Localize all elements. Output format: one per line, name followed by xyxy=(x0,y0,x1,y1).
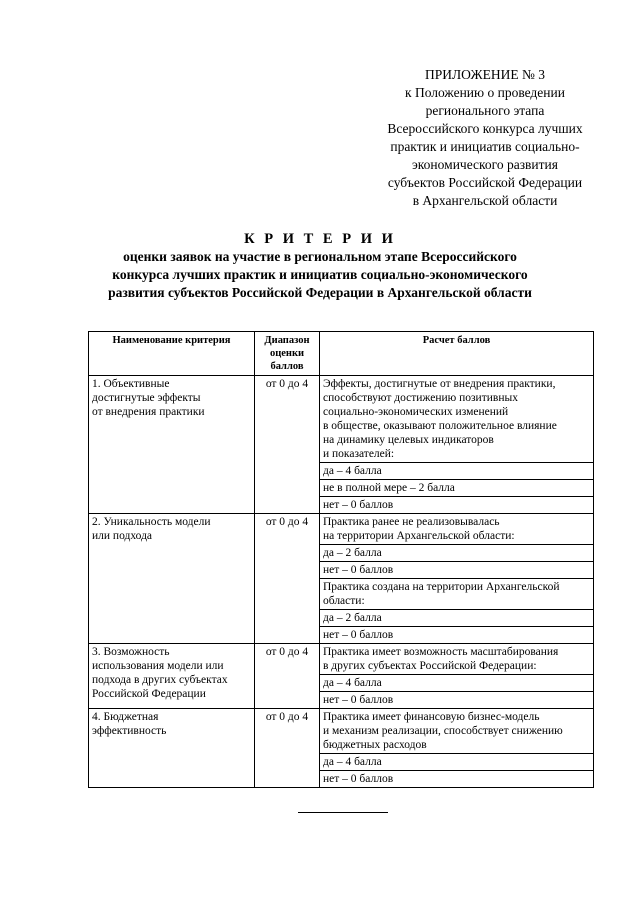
title-subtitle xyxy=(60,248,580,302)
subtitle-line: оценки заявок на участие в региональном этапе Всероссийского xyxy=(123,249,517,264)
criterion-name-line: эффективность xyxy=(92,725,167,737)
criterion-name xyxy=(89,644,255,709)
header-criterion-name: Наименование критерия xyxy=(89,332,255,376)
appendix-line: в Архангельской области xyxy=(412,193,558,208)
criterion-name-line: достигнутые эффекты xyxy=(92,392,201,404)
score-calculation xyxy=(320,376,594,463)
score-calculation-line: да – 4 балла xyxy=(323,756,382,768)
score-calculation xyxy=(320,675,594,692)
footer-divider xyxy=(298,812,388,813)
score-calculation-line: Практика имеет возможность масштабирования xyxy=(323,646,559,658)
appendix-line: регионального этапа xyxy=(425,103,545,118)
score-calculation xyxy=(320,709,594,754)
score-calculation-line: социально-экономических изменений xyxy=(323,406,509,418)
header-score-calculation: Расчет баллов xyxy=(320,332,594,376)
score-calculation xyxy=(320,771,594,788)
score-calculation xyxy=(320,627,594,644)
score-calculation xyxy=(320,545,594,562)
criterion-name xyxy=(89,709,255,788)
subtitle-line: развития субъектов Российской Федерации в Архангельской области xyxy=(108,285,532,300)
score-calculation-line: нет – 0 баллов xyxy=(323,773,394,785)
subtitle-line: конкурса лучших практик и инициатив социально-экономического xyxy=(112,267,528,282)
table-row xyxy=(89,376,594,463)
title-main: К Р И Т Е Р И И xyxy=(244,231,396,247)
criterion-name-line: 4. Бюджетная xyxy=(92,711,159,723)
criterion-name-line: от внедрения практики xyxy=(92,406,205,418)
score-calculation-line: да – 2 балла xyxy=(323,612,382,624)
score-range: от 0 до 4 xyxy=(255,376,320,514)
score-calculation-line: на территории Архангельской области: xyxy=(323,530,515,542)
appendix-line: субъектов Российской Федерации xyxy=(387,175,583,190)
score-calculation-line: и показателей: xyxy=(323,448,395,460)
appendix-line: экономического развития xyxy=(412,157,558,172)
score-calculation-line: Практика ранее не реализовывалась xyxy=(323,516,500,528)
criterion-name-line: использования модели или xyxy=(92,660,224,672)
score-calculation xyxy=(320,463,594,480)
score-calculation-line: нет – 0 баллов xyxy=(323,629,394,641)
score-calculation-line: в обществе, оказывают положительное влияние xyxy=(323,420,557,432)
table-row xyxy=(89,709,594,754)
score-calculation xyxy=(320,480,594,497)
score-calculation-line: Практика создана на территории Архангельской xyxy=(323,581,560,593)
appendix-line: Всероссийского конкурса лучших xyxy=(387,121,583,136)
score-calculation xyxy=(320,579,594,610)
score-calculation xyxy=(320,514,594,545)
score-calculation-line: нет – 0 баллов xyxy=(323,499,394,511)
score-calculation-line: да – 4 балла xyxy=(323,465,382,477)
criterion-name-line: 3. Возможность xyxy=(92,646,170,658)
appendix-line: ПРИЛОЖЕНИЕ № 3 xyxy=(424,67,546,82)
score-calculation-line: Практика имеет финансовую бизнес-модель xyxy=(323,711,540,723)
score-calculation-line: на динамику целевых индикаторов xyxy=(323,434,494,446)
score-range: от 0 до 4 xyxy=(255,644,320,709)
appendix-line: к Положению о проведении xyxy=(405,85,565,100)
table-row xyxy=(89,514,594,545)
score-range: от 0 до 4 xyxy=(255,709,320,788)
criterion-name-line: 1. Объективные xyxy=(92,378,170,390)
header-score-range: Диапазон оценки баллов xyxy=(255,332,320,376)
criterion-name-line: 2. Уникальность модели xyxy=(92,516,211,528)
score-calculation-line: области: xyxy=(323,595,365,607)
appendix-line: практик и инициатив социально- xyxy=(390,139,580,154)
criterion-name-line: подхода в других субъектах xyxy=(92,674,228,686)
criteria-table xyxy=(88,331,594,788)
appendix-header xyxy=(360,66,610,210)
criterion-name-line: Российской Федерации xyxy=(92,688,206,700)
score-calculation-line: да – 4 балла xyxy=(323,677,382,689)
score-calculation-line: нет – 0 баллов xyxy=(323,694,394,706)
score-calculation-line: Эффекты, достигнутые от внедрения практики, xyxy=(323,378,556,390)
criterion-name xyxy=(89,376,255,514)
score-calculation xyxy=(320,610,594,627)
score-calculation-line: и механизм реализации, способствует снижению xyxy=(323,725,563,737)
table-header-row xyxy=(89,332,594,376)
score-calculation-line: не в полной мере – 2 балла xyxy=(323,482,455,494)
score-range: от 0 до 4 xyxy=(255,514,320,644)
score-calculation xyxy=(320,562,594,579)
criterion-name-line: или подхода xyxy=(92,530,153,542)
score-calculation-line: бюджетных расходов xyxy=(323,739,427,751)
criteria-table-body xyxy=(89,376,594,788)
score-calculation-line: способствуют достижению позитивных xyxy=(323,392,518,404)
score-calculation xyxy=(320,644,594,675)
criterion-name xyxy=(89,514,255,644)
score-calculation-line: в других субъектах Российской Федерации: xyxy=(323,660,537,672)
document-title xyxy=(60,230,580,302)
score-calculation-line: нет – 0 баллов xyxy=(323,564,394,576)
score-calculation xyxy=(320,692,594,709)
table-row xyxy=(89,644,594,675)
score-calculation xyxy=(320,754,594,771)
score-calculation-line: да – 2 балла xyxy=(323,547,382,559)
score-calculation xyxy=(320,497,594,514)
